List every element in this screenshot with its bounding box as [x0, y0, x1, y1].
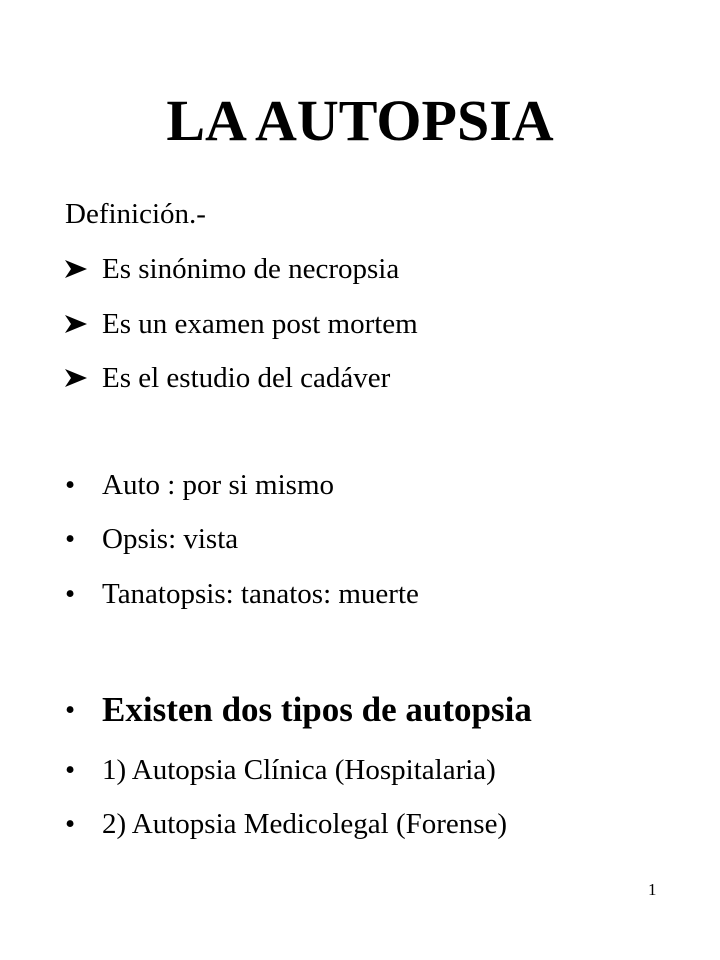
arrow-bullet-icon — [65, 306, 101, 333]
arrow-item-text: Es un examen post mortem — [102, 308, 418, 340]
bullet-item-text: Auto : por si mismo — [102, 469, 335, 501]
bullet-dot-icon: • — [65, 523, 76, 555]
type-item-text: 1) Autopsia Clínica (Hospitalaria) — [102, 754, 496, 786]
bullet-dot-icon: • — [65, 754, 76, 786]
type-item-text: 2) Autopsia Medicolegal (Forense) — [102, 808, 508, 840]
page-number: 1 — [648, 880, 657, 899]
arrow-item-text: Es sinónimo de necropsia — [102, 253, 400, 285]
bullet-dot-icon: • — [65, 808, 76, 840]
arrow-bullet-icon — [65, 360, 101, 387]
bullet-item-text: Tanatopsis: tanatos: muerte — [102, 578, 419, 610]
types-heading: Existen dos tipos de autopsia — [102, 690, 532, 729]
bullet-dot-icon: • — [65, 578, 76, 610]
arrow-item-text: Es el estudio del cadáver — [102, 362, 391, 394]
arrow-bullet-icon — [65, 251, 101, 278]
bullet-item-text: Opsis: vista — [102, 523, 239, 555]
slide-title: LA AUTOPSIA — [166, 88, 554, 153]
bullet-dot-icon: • — [65, 469, 76, 501]
bullet-dot-icon: • — [65, 694, 76, 726]
definition-heading: Definición.- — [65, 198, 206, 230]
